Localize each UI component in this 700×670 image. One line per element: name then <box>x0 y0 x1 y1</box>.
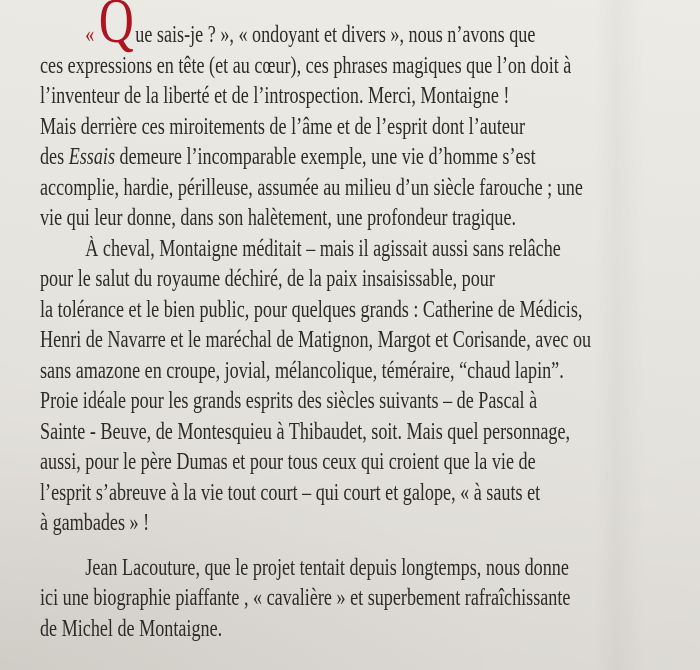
text-segment: l’inventeur de la liberté et de l’introspection. Merci, Montaigne ! <box>40 83 510 109</box>
text-line <box>40 583 571 614</box>
text-segment: Mais derrière ces miroitements de l’âme et de l’esprit dont l’auteur <box>40 113 526 140</box>
text-line <box>40 112 538 143</box>
text-line <box>40 173 583 204</box>
text-segment: Proie idéale pour les grands esprits des siècles suivants – de Pascal à <box>40 388 538 414</box>
paragraph <box>40 0 700 234</box>
text-line <box>40 203 538 234</box>
text-segment: vie qui leur donne, dans son halètement, une profondeur tragique. <box>40 205 517 231</box>
text-line <box>40 508 538 539</box>
text-segment: demeure l’incomparable exemple, une vie d’homme s’est <box>115 144 536 170</box>
text-line <box>40 478 541 509</box>
text-segment: des <box>40 144 69 170</box>
text-segment: ici une biographie piaffante , « cavalière » et superbement rafraîchissante <box>40 585 571 611</box>
text-line <box>40 356 564 387</box>
text-line <box>40 417 571 448</box>
text-segment: ue sais-je ? », « ondoyant et divers », nous n’avons que <box>135 22 536 48</box>
text-line <box>40 264 538 295</box>
text-line <box>40 553 569 584</box>
text-segment: de Michel de Montaigne. <box>40 615 223 642</box>
accent-quote-mark: « <box>85 22 99 48</box>
paragraph <box>40 553 700 645</box>
dropcap-initial: Q <box>98 0 134 56</box>
text-segment: Jean Lacouture, que le projet tentait depuis longtemps, nous donne <box>85 554 569 581</box>
text-segment: accomplie, hardie, périlleuse, assumée au milieu d’un siècle farouche ; une <box>40 174 583 201</box>
text-segment: À cheval, Montaigne méditait – mais il agissait aussi sans relâche <box>85 235 561 262</box>
text-line <box>40 81 538 112</box>
text-line <box>40 51 572 82</box>
text-segment: pour le salut du royaume déchiré, de la paix insaisissable, pour <box>40 266 495 292</box>
text-segment: à gambades » ! <box>40 510 150 536</box>
text-line <box>40 614 538 645</box>
text-segment: l’esprit s’abreuve à la vie tout court – qui court et galope, « à sauts et <box>40 479 541 506</box>
text-segment: Sainte - Beuve, de Montesquieu à Thibaudet, soit. Mais quel personnage, <box>40 418 571 445</box>
text-segment: aussi, pour le père Dumas et pour tous ceux qui croient que la vie de <box>40 449 536 475</box>
text-segment: sans amazone en croupe, jovial, mélancolique, téméraire, “chaud lapin”. <box>40 357 564 384</box>
paragraph <box>40 234 700 539</box>
text-line <box>40 234 561 265</box>
text-segment: ces expressions en tête (et au cœur), ces phrases magiques que l’on doit à <box>40 52 572 79</box>
text-segment: Henri de Navarre et le maréchal de Matignon, Margot et Corisande, avec ou <box>40 327 592 353</box>
text-line <box>40 325 592 356</box>
text-line <box>40 447 538 478</box>
text-line <box>40 386 538 417</box>
text-line <box>40 295 583 326</box>
text-segment: la tolérance et le bien public, pour quelques grands : Catherine de Médicis, <box>40 296 583 323</box>
text-segment: Essais <box>68 144 116 170</box>
text-line <box>40 142 538 173</box>
text-line <box>40 0 538 56</box>
